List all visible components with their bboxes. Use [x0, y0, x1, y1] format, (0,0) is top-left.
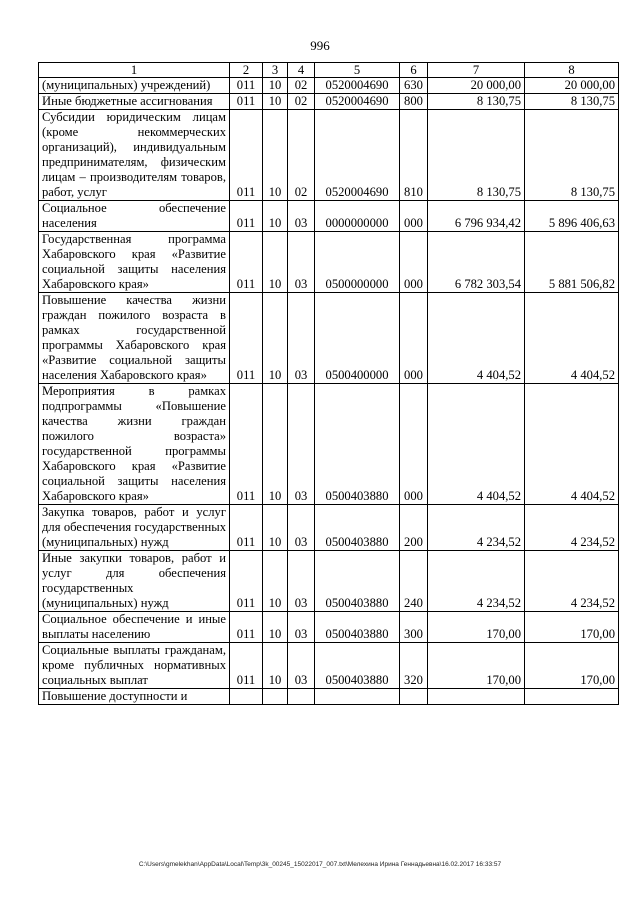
column-header-2: 2 [230, 63, 263, 78]
row-expense-type-cell: 300 [400, 612, 428, 643]
row-target-article-cell: 0500400000 [315, 293, 400, 384]
row-code-cell: 011 [230, 551, 263, 612]
column-header-7: 7 [428, 63, 525, 78]
page-number: 996 [310, 38, 330, 53]
row-target-article-cell: 0500403880 [315, 612, 400, 643]
row-section-cell: 10 [263, 612, 288, 643]
row-amount-cell: 5 881 506,82 [525, 232, 619, 293]
column-header-3: 3 [263, 63, 288, 78]
row-code-cell: 011 [230, 232, 263, 293]
row-subsection-cell: 03 [288, 201, 315, 232]
row-code-cell: 011 [230, 505, 263, 551]
row-code-cell [230, 689, 263, 705]
row-target-article-cell: 0500403880 [315, 643, 400, 689]
row-amount-cell [525, 689, 619, 705]
row-expense-type-cell: 000 [400, 293, 428, 384]
row-subsection-cell: 03 [288, 551, 315, 612]
column-header-8: 8 [525, 63, 619, 78]
row-target-article-cell [315, 689, 400, 705]
table-body [39, 78, 619, 705]
table-row [39, 612, 619, 643]
row-amount-cell: 20 000,00 [525, 78, 619, 94]
row-name-cell: Социальные выплаты гражданам, кроме публичных нормативных социальных выплат [39, 643, 230, 689]
row-code-cell: 011 [230, 384, 263, 505]
row-amount-cell [428, 689, 525, 705]
row-expense-type-cell: 240 [400, 551, 428, 612]
row-code-cell: 011 [230, 643, 263, 689]
row-target-article-cell: 0500000000 [315, 232, 400, 293]
row-expense-type-cell [400, 689, 428, 705]
row-amount-cell: 4 234,52 [428, 505, 525, 551]
row-expense-type-cell: 630 [400, 78, 428, 94]
row-amount-cell: 170,00 [525, 643, 619, 689]
column-header-1: 1 [39, 63, 230, 78]
row-section-cell: 10 [263, 551, 288, 612]
row-name-cell: Социальное обеспечение населения [39, 201, 230, 232]
row-code-cell: 011 [230, 78, 263, 94]
table-row [39, 110, 619, 201]
table-row [39, 293, 619, 384]
row-code-cell: 011 [230, 612, 263, 643]
row-amount-cell: 4 404,52 [525, 384, 619, 505]
row-amount-cell: 4 404,52 [428, 293, 525, 384]
row-section-cell: 10 [263, 293, 288, 384]
row-name-cell: Социальное обеспечение и иные выплаты населению [39, 612, 230, 643]
row-section-cell: 10 [263, 78, 288, 94]
row-amount-cell: 6 782 303,54 [428, 232, 525, 293]
row-target-article-cell: 0500403880 [315, 384, 400, 505]
row-expense-type-cell: 000 [400, 232, 428, 293]
table-row [39, 232, 619, 293]
table-row [39, 551, 619, 612]
row-code-cell: 011 [230, 293, 263, 384]
row-amount-cell: 4 234,52 [428, 551, 525, 612]
row-section-cell: 10 [263, 201, 288, 232]
row-expense-type-cell: 320 [400, 643, 428, 689]
row-name-cell: Субсидии юридическим лицам (кроме некоммерческих организаций), индивидуальным предпринимателям, физическим лицам – производителям товаров, работ, услуг [39, 110, 230, 201]
row-section-cell: 10 [263, 94, 288, 110]
table-header-row [39, 63, 619, 78]
row-amount-cell: 8 130,75 [525, 110, 619, 201]
row-target-article-cell: 0500403880 [315, 551, 400, 612]
row-name-cell: Государственная программа Хабаровского края «Развитие социальной защиты населения Хабаровского края» [39, 232, 230, 293]
row-target-article-cell: 0000000000 [315, 201, 400, 232]
row-name-cell: Повышение доступности и [39, 689, 230, 705]
row-name-cell: Мероприятия в рамках подпрограммы «Повышение качества жизни граждан пожилого возраста» государственной программы Хабаровского края «Развитие социальной защиты населения Хабаровского края» [39, 384, 230, 505]
row-subsection-cell: 02 [288, 94, 315, 110]
row-subsection-cell: 03 [288, 643, 315, 689]
row-amount-cell: 4 404,52 [428, 384, 525, 505]
row-subsection-cell: 03 [288, 612, 315, 643]
table-row [39, 78, 619, 94]
row-expense-type-cell: 800 [400, 94, 428, 110]
row-amount-cell: 170,00 [428, 612, 525, 643]
row-name-cell: (муниципальных) учреждений) [39, 78, 230, 94]
table-row [39, 384, 619, 505]
row-target-article-cell: 0500403880 [315, 505, 400, 551]
row-name-cell: Повышение качества жизни граждан пожилого возраста в рамках государственной программы Хабаровского края «Развитие социальной защиты населения Хабаровского края» [39, 293, 230, 384]
row-subsection-cell [288, 689, 315, 705]
budget-table [38, 62, 619, 705]
column-header-4: 4 [288, 63, 315, 78]
row-code-cell: 011 [230, 110, 263, 201]
row-amount-cell: 8 130,75 [428, 110, 525, 201]
row-amount-cell: 6 796 934,42 [428, 201, 525, 232]
row-subsection-cell: 03 [288, 293, 315, 384]
row-target-article-cell: 0520004690 [315, 78, 400, 94]
row-expense-type-cell: 200 [400, 505, 428, 551]
row-amount-cell: 4 234,52 [525, 505, 619, 551]
table-row [39, 505, 619, 551]
row-amount-cell: 4 234,52 [525, 551, 619, 612]
row-subsection-cell: 02 [288, 78, 315, 94]
row-subsection-cell: 02 [288, 110, 315, 201]
row-expense-type-cell: 810 [400, 110, 428, 201]
row-section-cell: 10 [263, 110, 288, 201]
row-expense-type-cell: 000 [400, 201, 428, 232]
table-row [39, 94, 619, 110]
row-amount-cell: 20 000,00 [428, 78, 525, 94]
row-target-article-cell: 0520004690 [315, 94, 400, 110]
row-code-cell: 011 [230, 201, 263, 232]
row-amount-cell: 170,00 [428, 643, 525, 689]
row-section-cell: 10 [263, 384, 288, 505]
table-row [39, 643, 619, 689]
row-amount-cell: 8 130,75 [428, 94, 525, 110]
row-name-cell: Иные бюджетные ассигнования [39, 94, 230, 110]
row-subsection-cell: 03 [288, 505, 315, 551]
row-section-cell: 10 [263, 232, 288, 293]
row-amount-cell: 170,00 [525, 612, 619, 643]
row-amount-cell: 8 130,75 [525, 94, 619, 110]
row-code-cell: 011 [230, 94, 263, 110]
column-header-6: 6 [400, 63, 428, 78]
table-row [39, 201, 619, 232]
row-target-article-cell: 0520004690 [315, 110, 400, 201]
table-row [39, 689, 619, 705]
row-section-cell: 10 [263, 643, 288, 689]
row-name-cell: Закупка товаров, работ и услуг для обеспечения государственных (муниципальных) нужд [39, 505, 230, 551]
row-name-cell: Иные закупки товаров, работ и услуг для обеспечения государственных (муниципальных) нужд [39, 551, 230, 612]
row-subsection-cell: 03 [288, 384, 315, 505]
row-expense-type-cell: 000 [400, 384, 428, 505]
footer-file-path: C:\Users\gmelekhan\AppData\Local\Temp\3k_00245_15022017_007.txt\Мелехина Ирина Геннадьевна\16.02.2017 16:33:57 [138, 861, 502, 868]
row-subsection-cell: 03 [288, 232, 315, 293]
row-section-cell: 10 [263, 505, 288, 551]
row-amount-cell: 5 896 406,63 [525, 201, 619, 232]
row-amount-cell: 4 404,52 [525, 293, 619, 384]
row-section-cell [263, 689, 288, 705]
column-header-5: 5 [315, 63, 400, 78]
